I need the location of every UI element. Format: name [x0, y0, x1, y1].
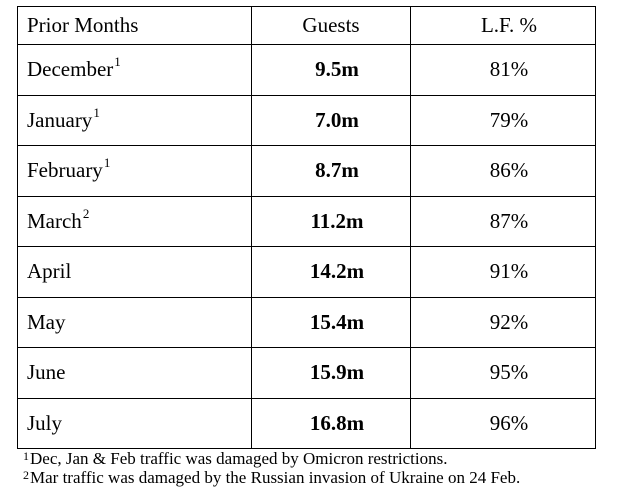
month-label: January [27, 107, 93, 132]
load-factor-cell [411, 247, 596, 298]
footnote-mark: 1 [23, 449, 29, 463]
footnote-mark: 2 [23, 468, 29, 482]
month-label: February [27, 158, 103, 183]
load-factor-value: 96% [489, 410, 529, 435]
month-label: December [27, 57, 114, 82]
table-row [18, 196, 596, 247]
load-factor-value: 92% [489, 309, 529, 334]
month-cell [18, 297, 252, 348]
guests-value: 9.5m [315, 57, 359, 82]
guests-cell [252, 146, 411, 197]
month-cell [18, 398, 252, 448]
guests-cell [252, 95, 411, 146]
table-row [18, 146, 596, 197]
guests-value: 8.7m [315, 158, 359, 183]
load-factor-cell [411, 297, 596, 348]
guests-value: 15.4m [309, 309, 365, 334]
month-label: March [27, 208, 82, 233]
header-guests: Guests [252, 7, 411, 45]
load-factor-cell [411, 398, 596, 448]
month-cell [18, 196, 252, 247]
month-cell [18, 45, 252, 96]
guests-value: 16.8m [309, 410, 365, 435]
table-row [18, 398, 596, 448]
load-factor-value: 95% [489, 360, 529, 385]
guests-cell [252, 45, 411, 96]
load-factor-value: 79% [489, 107, 529, 132]
month-label: April [27, 259, 72, 284]
month-cell [18, 146, 252, 197]
header-row [18, 7, 596, 45]
guests-value: 14.2m [309, 259, 365, 284]
footnotes [23, 449, 520, 487]
load-factor-value: 87% [489, 208, 529, 233]
footnote-text: Dec, Jan & Feb traffic was damaged by Omicron restrictions. [30, 449, 448, 468]
month-label: June [27, 360, 66, 385]
footnote-ref: 1 [114, 54, 121, 70]
load-factor-cell [411, 196, 596, 247]
load-factor-cell [411, 45, 596, 96]
table-row [18, 45, 596, 96]
load-factor-cell [411, 348, 596, 399]
month-cell [18, 348, 252, 399]
load-factor-cell [411, 146, 596, 197]
guests-value: 7.0m [315, 107, 359, 132]
guests-cell [252, 348, 411, 399]
guests-cell [252, 247, 411, 298]
footnote-1 [23, 449, 520, 468]
load-factor-value: 86% [489, 158, 529, 183]
guests-value: 15.9m [309, 360, 365, 385]
month-cell [18, 247, 252, 298]
table-row [18, 348, 596, 399]
guests-cell [252, 297, 411, 348]
footnote-ref: 1 [103, 155, 111, 171]
header-load-factor [411, 7, 596, 45]
header-prior-months: Prior Months [18, 7, 252, 45]
guests-cell [252, 196, 411, 247]
header-load-factor-label: L.F. % [480, 13, 538, 37]
traffic-table [17, 6, 596, 449]
month-label: May [27, 309, 66, 334]
table-row [18, 297, 596, 348]
table-row [18, 247, 596, 298]
footnote-ref: 1 [93, 104, 100, 120]
load-factor-value: 91% [489, 259, 529, 284]
month-cell [18, 95, 252, 146]
month-label: July [27, 410, 63, 435]
load-factor-value: 81% [489, 57, 529, 82]
footnote-ref: 2 [82, 205, 90, 221]
footnote-text: Mar traffic was damaged by the Russian invasion of Ukraine on 24 Feb. [30, 468, 521, 487]
table-row [18, 95, 596, 146]
guests-cell [252, 398, 411, 448]
guests-value: 11.2m [310, 208, 364, 233]
footnote-2 [23, 468, 520, 487]
load-factor-cell [411, 95, 596, 146]
